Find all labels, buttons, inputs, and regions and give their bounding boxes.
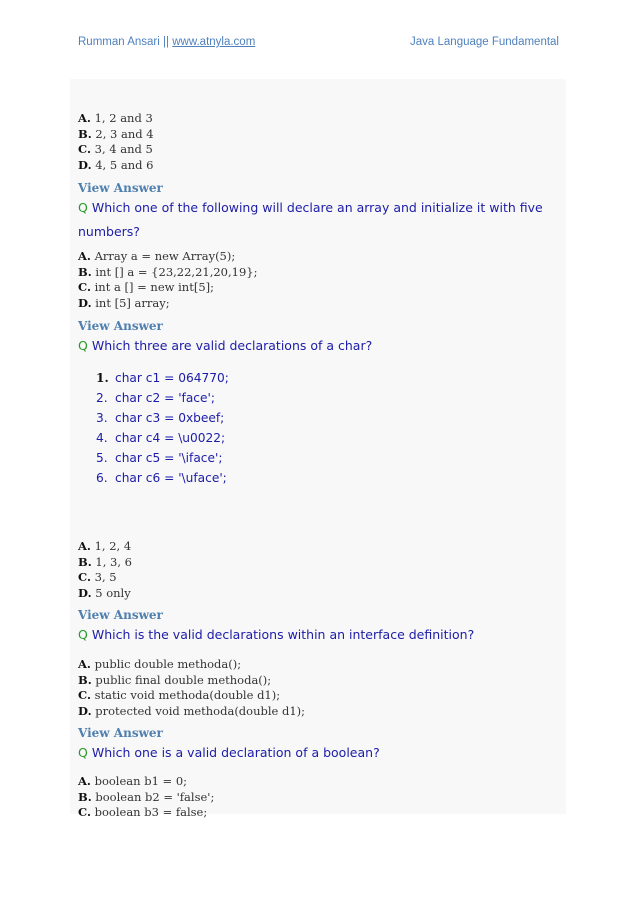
option-c: C. int a [] = new int[5]; <box>78 280 214 294</box>
view-answer-link[interactable]: View Answer <box>78 319 163 333</box>
question-4 <box>78 741 548 765</box>
view-answer-link[interactable]: View Answer <box>78 181 163 195</box>
course-title: Java Language Fundamental <box>410 36 559 48</box>
code-item: 4. char c4 = \u0022; <box>96 431 226 445</box>
question-text: Which one of the following will declare an array and initialize it with five numbers? <box>78 200 543 239</box>
option-a: A. 1, 2 and 3 <box>78 111 153 125</box>
options-list <box>78 111 154 173</box>
website-link[interactable]: www.atnyla.com <box>172 36 256 48</box>
option-a: A. Array a = new Array(5); <box>78 249 236 263</box>
question-marker: Q <box>78 200 88 215</box>
option-b: B. 1, 3, 6 <box>78 554 132 569</box>
question-text: Which three are valid declarations of a char? <box>91 338 373 353</box>
option-c: C. boolean b3 = false; <box>78 805 208 819</box>
option-c: C. static void methoda(double d1); <box>78 688 281 702</box>
page-header-left <box>78 36 255 48</box>
code-item: 5. char c5 = '\iface'; <box>96 451 223 465</box>
view-answer-link[interactable]: View Answer <box>78 608 163 622</box>
code-list <box>96 368 516 488</box>
question-text: Which is the valid declarations within an interface definition? <box>91 627 475 642</box>
option-a: A. public double methoda(); <box>78 657 242 671</box>
option-b: B. public final double methoda(); <box>78 672 272 687</box>
option-b: B. boolean b2 = 'false'; <box>78 789 215 804</box>
code-item: 2. char c2 = 'face'; <box>96 391 215 405</box>
option-a: A. boolean b1 = 0; <box>78 774 188 788</box>
option-d: D. int [5] array; <box>78 295 170 310</box>
code-item: 3. char c3 = 0xbeef; <box>96 411 225 425</box>
question-marker: Q <box>78 745 88 760</box>
options-list <box>78 774 214 821</box>
option-d: D. 5 only <box>78 585 131 600</box>
option-c: C. 3, 4 and 5 <box>78 142 153 156</box>
code-item: 1. char c1 = 064770; <box>96 371 229 385</box>
code-item: 6. char c6 = '\uface'; <box>96 471 227 485</box>
option-b: B. 2, 3 and 4 <box>78 126 154 141</box>
header-separator: || <box>163 36 169 48</box>
option-d: D. protected void methoda(double d1); <box>78 703 306 718</box>
option-d: D. 4, 5 and 6 <box>78 157 154 172</box>
option-c: C. 3, 5 <box>78 570 117 584</box>
options-list <box>78 657 305 719</box>
options-list <box>78 249 257 311</box>
option-b: B. int [] a = {23,22,21,20,19}; <box>78 264 258 279</box>
question-marker: Q <box>78 338 88 353</box>
option-a: A. 1, 2, 4 <box>78 539 132 553</box>
question-3 <box>78 623 548 647</box>
view-answer-link[interactable]: View Answer <box>78 726 163 740</box>
question-2 <box>78 334 548 358</box>
author-name: Rumman Ansari <box>78 36 160 48</box>
question-1 <box>78 196 548 244</box>
question-marker: Q <box>78 627 88 642</box>
options-list <box>78 539 132 601</box>
question-text: Which one is a valid declaration of a boolean? <box>91 745 380 760</box>
